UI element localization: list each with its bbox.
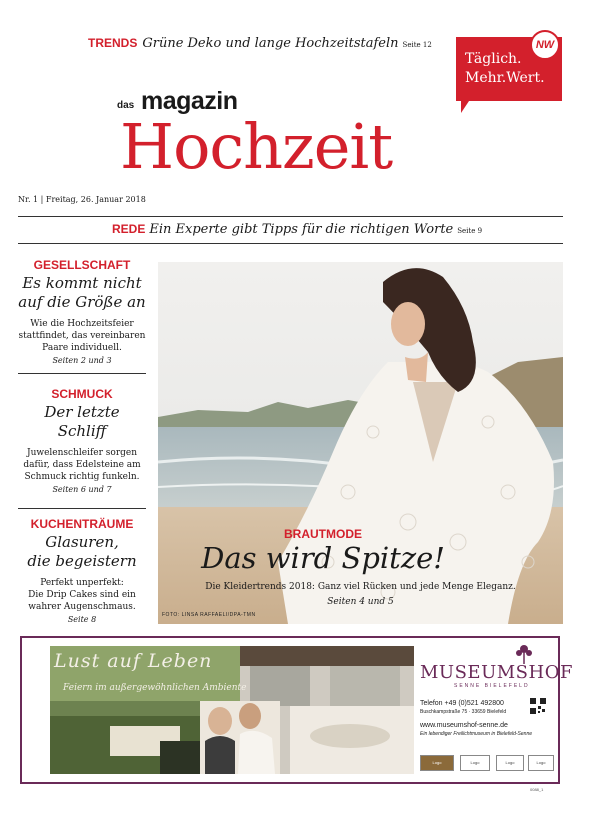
divider [18,216,563,217]
section-body-line: Paare individuell. [42,343,122,353]
issue-line: Nr. 1 | Freitag, 26. Januar 2018 [18,195,146,204]
section-headline-line: Schliff [57,422,107,440]
ad-script-title: Lust auf Leben [54,650,213,672]
hero-kicker: BRAUTMODE [284,527,362,541]
top-teaser-text: Grüne Deko und lange Hochzeitstafeln [142,36,399,51]
section-gesellschaft[interactable] [18,258,146,365]
section-pages: Seiten 2 und 3 [52,356,112,365]
rede-teaser-page: Seite 9 [457,227,483,235]
ad-tagline: Ein lebendiger Freilichtmuseum in Bielefeld-Senne [420,731,533,737]
section-headline [18,533,146,571]
section-divider [18,508,146,509]
section-kicker: SCHMUCK [51,387,113,401]
section-divider [18,373,146,374]
section-pages: Seite 8 [67,615,97,624]
rede-teaser[interactable] [112,222,482,237]
badge-tail [461,101,469,113]
section-kuchentraeume[interactable] [18,517,146,624]
section-headline [18,274,146,312]
section-body-line: Juwelenschleifer sorgen [26,448,138,458]
ad-address: Buschkampstraße 75 · 33659 Bielefeld [420,709,507,715]
section-schmuck[interactable] [18,387,146,494]
ad-website[interactable]: www.museumshof-senne.de [420,722,508,729]
slogan-line-2: Mehr.Wert. [465,70,545,86]
section-body [18,447,146,483]
partner-logo: Logo [460,755,490,771]
top-teaser-page: Seite 12 [402,41,432,49]
ad-brand-subtitle: SENNE BIELEFELD [454,683,530,689]
section-pages: Seiten 6 und 7 [52,485,112,494]
top-teaser-kicker: TRENDS [88,36,138,50]
section-headline-line: auf die Größe an [18,293,146,311]
section-body-line: dafür, dass Edelsteine am [23,460,141,470]
section-body-line: Schmuck richtig funkeln. [24,472,140,482]
section-body-line: stattfindet, das vereinbaren [18,331,146,341]
masthead-magazine: magazin [141,87,238,115]
section-kicker: KUCHENTRÄUME [30,517,134,531]
rede-teaser-kicker: REDE [112,222,146,236]
section-body-line: Die Drip Cakes sind ein [28,590,136,600]
section-headline [18,403,146,441]
section-body-line: Perfekt unperfekt: [40,578,124,588]
qr-code-icon [530,698,546,714]
section-headline-line: Der letzte [44,403,120,421]
photo-credit: FOTO: LINSA RAFFAELI/DPA-TMN [162,612,256,618]
ad-code: 0088_1 [530,787,544,792]
section-kicker: GESELLSCHAFT [33,258,131,272]
section-body [18,318,146,354]
section-body-line: wahrer Augenschmaus. [28,602,136,612]
section-headline-line: Es kommt nicht [22,274,142,292]
ad-phone: Telefon +49 (0)521 492800 [420,700,504,707]
section-body [18,577,146,613]
ad-brand: MUSEUMSHOF [420,662,573,683]
rede-teaser-text: Ein Experte gibt Tipps für die richtigen Worte [149,222,454,237]
hero-subline: Die Kleidertrends 2018: Ganz viel Rücken und jede Menge Eleganz. [205,582,516,592]
divider [18,243,563,244]
masthead-title: Hochzeit [120,110,393,183]
partner-logo: Logo [496,755,524,771]
hero-pages: Seiten 4 und 5 [327,597,394,607]
partner-logo: Logo [420,755,454,771]
nw-logo: NW [530,30,560,60]
hero-headline[interactable]: Das wird Spitze! [201,541,445,575]
section-headline-line: Glasuren, [45,533,119,551]
masthead-prefix: das [117,100,135,111]
section-headline-line: die begeistern [27,552,137,570]
partner-logo: Logo [528,755,554,771]
top-teaser[interactable] [88,36,432,51]
section-body-line: Wie die Hochzeitsfeier [30,319,134,329]
ad-script-subtitle: Feiern im außergewöhnlichen Ambiente [63,683,247,693]
slogan-line-1: Täglich. [465,51,522,67]
